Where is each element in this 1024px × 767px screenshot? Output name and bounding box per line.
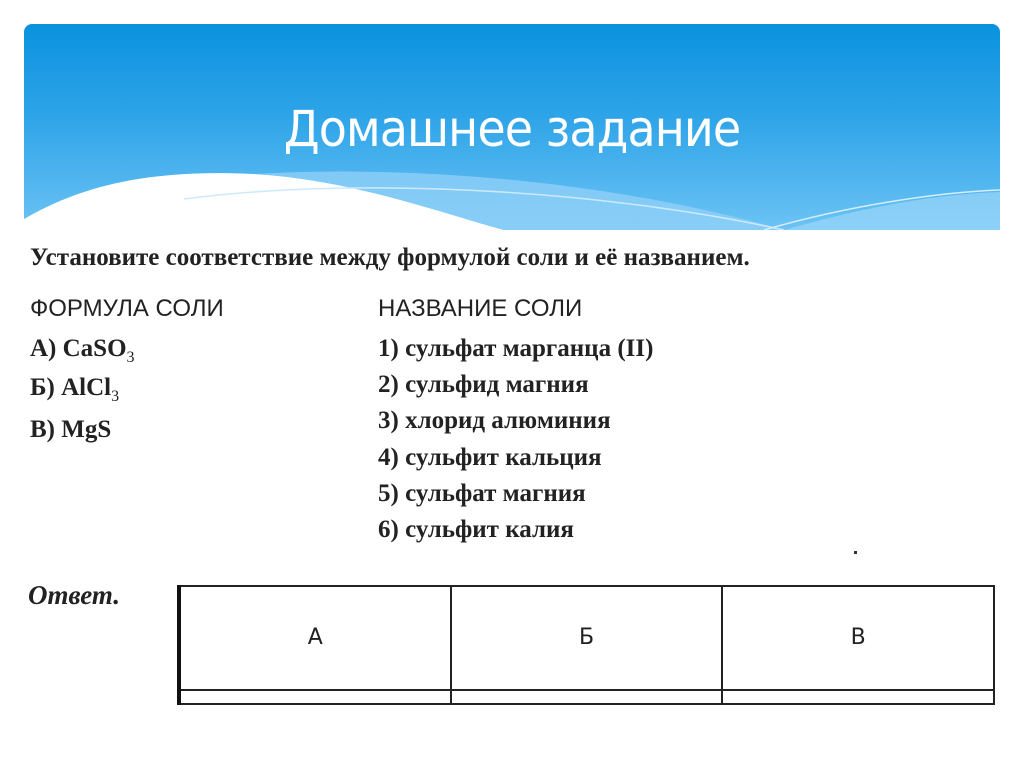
table-header-row (179, 586, 994, 690)
task-text: Установите соответствие между формулой соли и её названием. (30, 244, 750, 271)
name-item: 5) сульфат магния (378, 480, 586, 507)
answer-label: Ответ. (28, 580, 120, 610)
formula-item: А) CaSO$_3$ (30, 335, 135, 366)
name-header: НАЗВАНИЕ СОЛИ (378, 295, 583, 322)
name-item: 1) сульфат марганца (II) (378, 335, 654, 362)
table-answer-row (179, 690, 994, 704)
formula-header: ФОРМУЛА СОЛИ (30, 295, 224, 322)
header-cell-v: В (722, 586, 994, 690)
answer-table (177, 585, 995, 705)
name-item: 6) сульфит калия (378, 516, 574, 543)
name-item: 4) сульфит кальция (378, 444, 602, 471)
header-cell-a: А (179, 586, 451, 690)
slide-header (24, 24, 1000, 230)
header-cell-b: Б (451, 586, 723, 690)
formula-item: В) MgS (30, 416, 112, 443)
answer-cell-v[interactable] (722, 690, 994, 704)
formula-item: Б) AlCl$_3$ (30, 374, 120, 405)
name-item: 3) хлорид алюминия (378, 407, 611, 434)
answer-cell-b[interactable] (451, 690, 723, 704)
answer-cell-a[interactable] (179, 690, 451, 704)
name-item: 2) сульфид магния (378, 371, 589, 398)
speck (854, 551, 857, 554)
slide-title: Домашнее задание (283, 100, 741, 158)
